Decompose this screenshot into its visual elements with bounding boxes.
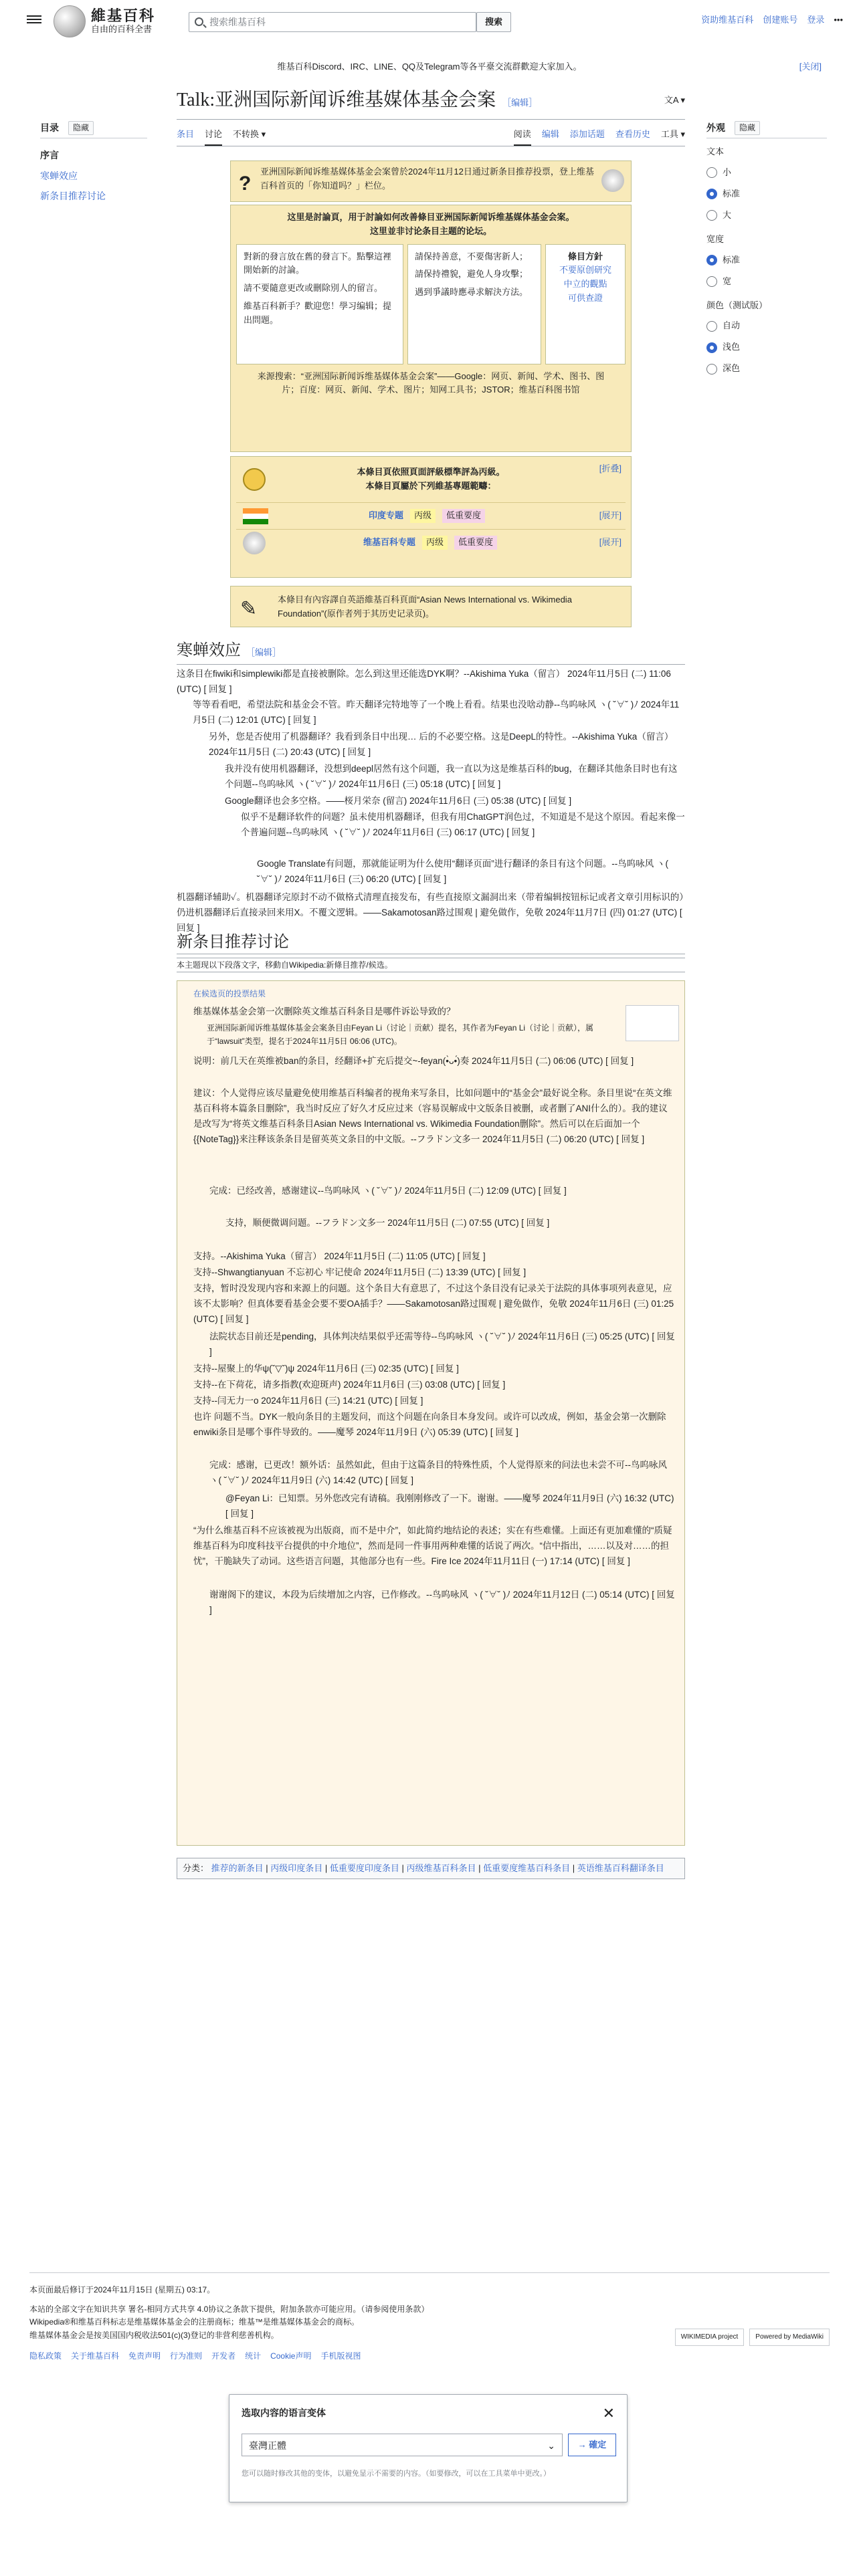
language-icon[interactable]: 文A ▾ [664,95,685,105]
create-account-link[interactable]: 创建账号 [763,15,798,25]
confirm-button[interactable]: → 確定 [568,2434,616,2456]
wikimedia-badge[interactable]: WIKIMEDIA project [675,2329,745,2346]
radio-color-light[interactable]: 浅色 [706,337,827,358]
comment: 支持--闫无力一o 2024年11月6日 (三) 14:21 (UTC) [ 回复 ] [193,1396,423,1406]
india-flag-icon [243,508,268,524]
comment: 支持--Shwangtianyuan 不忘初心 牢记使命 2024年11月5日 (二) 13:39 (UTC) [ 回复 ] [193,1267,527,1277]
close-icon[interactable]: ✕ [602,2405,615,2422]
comment: Google翻译也会多空格。——桜月栄奈 (留言) 2024年11月6日 (三) 05:38 (UTC) [ 回复 ] [225,796,572,806]
footer-link[interactable]: 关于维基百科 [71,2351,120,2361]
page-footer: 本页面最后修订于2024年11月15日 (星期五) 03:17。 本站的全部文字在知识共享 署名-相同方式共享 4.0协议之条款下提供，附加条款亦可能应用。（请参阅使用条款） Wikipedia®和维基百科标志是维基媒体基金会的注册商标；维基™是维基媒体基金会的商标。 维基媒体基金会是按美国国内税收法501(c)(3)登记的非营利慈善机构。 隐私政策 关于维基百科 免责声明 行为准则 开发者 统计 Cookie声明 手机版视图 WIKIMEDIA project Powered by MediaWiki [29,2272,830,2363]
appearance-hide-button[interactable]: 隐藏 [735,121,760,135]
tab-add-topic[interactable]: 添加话题 [569,129,605,139]
comment: 说明：前几天在英维被ban的条目，经翻译+扩充后提交~-feyan(•̀ᴗ•́)奏 2024年11月5日 (二) 06:06 (UTC) [ 回复 ] [193,1056,634,1066]
comment: 支持--在下荷花，请多指教(欢迎斑声) 2024年11月6日 (三) 03:08 (UTC) [ 回复 ] [193,1380,506,1390]
search-input[interactable]: 搜索维基百科 [189,12,476,32]
comment: @Feyan Li：已知票。另外您改完有请稿。我刚刚修改了一下。谢谢。——魔琴 2024年11月9日 (六) 16:32 (UTC) [ 回复 ] [225,1493,674,1519]
category-link[interactable]: 低重要度印度条目 [329,1863,399,1873]
radio-text-small[interactable]: 小 [706,162,827,183]
comment: Google Translate有问题，那就能证明为什么使用“翻译页面”进行翻译的条目有这个问题。--鸟呜咏风 ヽ( ˘∀˘ )ﾉ 2024年11月6日 (三) 06:20 (UTC) [ 回复 ] [257,859,669,884]
login-link[interactable]: 登录 [807,15,825,25]
site-tagline: 自由的百科全書 [91,24,153,34]
appearance-panel [706,120,827,380]
last-modified: 本页面最后修订于2024年11月15日 (星期五) 03:17。 [29,2272,830,2296]
variant-select[interactable]: 臺灣正體 ⌄ [242,2434,563,2456]
tab-history[interactable]: 查看历史 [615,129,650,139]
table-of-contents [40,120,147,207]
title-edit-link[interactable]: ［编辑］ [502,98,538,108]
site-header [0,0,859,45]
comment: 另外，您是否使用了机器翻译？我看到条目中出现… 后的不必要空格。这是DeepL的特性。--Akishima Yuka（留言） 2024年11月5日 (二) 20:43 (UTC) [ 回复 ] [209,732,674,757]
color-label: 颜色（测试版） [706,300,768,310]
translate-icon: ✎ [240,598,258,620]
category-links: 分类： 推荐的新条目 | 丙级印度条目 | 低重要度印度条目 | 丙级维基百科条目 | 低重要度维基百科条目 | 英语维基百科翻译条目 [177,1858,685,1879]
talk-etiquette: 請保持善意，不要傷害新人； 請保持禮貌，避免人身攻擊； 遇到爭議時應尋求解決方法。 [407,244,541,364]
more-icon[interactable]: ••• [834,15,843,25]
moved-note: 本主题现以下段落文字，移動自Wikipedia:新條目推荐/候选。 [177,958,685,972]
translation-notice: ✎ 本條目有內容譯自英語維基百科頁面“Asian News International vs. Wikimedia Foundation”(原作者列于其历史记录页)。 [230,586,632,627]
toc-item-chilling[interactable]: 寒蝉效应 [40,170,78,181]
mediawiki-badge[interactable]: Powered by MediaWiki [749,2329,830,2346]
category-link[interactable]: 英语维基百科翻译条目 [577,1863,664,1873]
category-link[interactable]: 低重要度维基百科条目 [483,1863,571,1873]
comment: 支持，顺便微调问题。--フラドン文多一 2024年11月5日 (二) 07:55 (UTC) [ 回复 ] [225,1218,550,1228]
vote-result-link[interactable]: 在候选页的投票结果 [193,989,266,998]
comment: 等等看看吧，希望法院和基金会不管。昨天翻译完特地等了一个晚上看看。结果也没啥动静--鸟呜咏风 ヽ( ˘∀˘ )ﾉ 2024年11月5日 (二) 12:01 (UTC) [ 回复 ] [193,700,680,725]
talk-header: 这里是討論頁，用于討論如何改善條目亚洲国际新闻诉维基媒体基金会案。 这里並非讨论条目主题的论坛。 對新的發言放在舊的發言下。點擊這裡開始新的討論。 請不要隨意更改或刪除別人的留言。 維基百科新手？歡迎您！學习编辑；提出問題。 請保持善意，不要傷害新人； 請保持禮貌，避免人身攻擊； 遇到爭議時應尋求解決方法。 條目方針 不要原创研究 中立的觀點 可供查證 来源搜索：“亚洲国际新闻诉维基媒体基金会案”——Google：网页、新闻、学术、图书、图片；百度：网页、新闻、学术、图片；知网工具书；JSTOR；维基百科图书馆 [230,205,632,452]
tab-tools[interactable]: 工具 ▾ [660,129,685,139]
toc-title: 目录 [40,122,59,133]
section-chilling-heading: 寒蝉效应 ［编辑］ [177,639,685,665]
search-button[interactable]: 搜索 [476,12,511,32]
radio-color-auto[interactable]: 自动 [706,316,827,337]
donate-link[interactable]: 资助维基百科 [701,15,754,25]
comment: 支持--屋聚上的华ψ(ˇ▽ˇ)ψ 2024年11月6日 (三) 02:35 (UTC) [ 回复 ] [193,1364,459,1374]
variant-popup-title: 选取内容的语言变体 [242,2407,326,2418]
toc-item-intro[interactable]: 序言 [40,150,59,161]
toc-hide-button[interactable]: 隐藏 [68,121,94,135]
variant-popup [229,2394,628,2502]
section-edit-link[interactable]: ［编辑］ [246,647,282,657]
radio-color-dark[interactable]: 深色 [706,358,827,380]
appearance-title: 外观 [706,122,725,133]
category-link[interactable]: 丙级印度条目 [270,1863,323,1873]
comment: 支持，暂时没发现内容和来源上的问题。这个条目大有意思了，不过这个条目没有记录关于法院的具体事项列表意见，应该不太影响？但真体要看基金会要不要OA插手？——Sakamotosan路过围观 | 避免做作，免敬 2024年11月6日 (三) 01:25 (UTC) [ 回复 ] [193,1283,674,1324]
dyk-banner: ? 亚洲国际新闻诉维基媒体基金会案曾於2024年11月12日通过新条目推荐投票，登上维基百科首页的「你知道吗？」栏位。 [230,160,632,202]
c-class-icon [243,468,266,491]
chevron-down-icon: ⌄ [547,2440,555,2451]
footer-link[interactable]: 免责声明 [128,2351,161,2361]
comment: 支持。--Akishima Yuka（留言） 2024年11月5日 (二) 11:05 (UTC) [ 回复 ] [193,1251,486,1261]
comment: 法院状态目前还是pending，具体判决结果似乎还需等待--鸟呜咏风 ヽ( ˘∀˘ )ﾉ 2024年11月6日 (三) 05:25 (UTC) [ 回复 ] [209,1331,675,1357]
radio-width-wide[interactable]: 宽 [706,271,827,292]
dyk-nomination: 亚洲国际新闻诉维基媒体基金会案条目由Feyan Li（讨论｜贡献）提名，其作者为Feyan Li（讨论｜贡献），属于“lawsuit”类型，提名于2024年11月5日 06:06 (UTC)。 [207,1023,594,1046]
variant-popup-hint: 您可以随时修改其他的变体，以避免显示不需要的内容。（如要修改，可以在工具菜单中更改。） [242,2470,551,2478]
comment: 机器翻译辅助✓。机器翻译完原封不动不做格式清理直接发布，有些直接原文漏洞出来（带着编辑按钮标记或者文章引用标识的）仍进机器翻译后直接录回来用X。不覆文逻辑。——Sakamotosan路过围观 | 避免做作，免敬 2024年11月7日 (四) 01:27 (UTC) [ 回复 ] [177,892,684,933]
comment: 我并没有使用机器翻译，没想到deepl居然有这个问题，我一直以为这是维基百科的bug，在翻译其他条目时也有这个问题--鸟呜咏风 ヽ( ˘∀˘ )ﾉ 2024年11月6日 (三) 05:18 (UTC) [ 回复 ] [225,764,678,789]
tab-article[interactable]: 条目 [177,129,195,139]
tab-read[interactable]: 阅读 [514,128,531,146]
wiki-project-link[interactable]: 维基百科专题 [363,537,416,548]
menu-icon[interactable] [27,13,41,25]
comment: 完成：感谢，已更改！额外话：虽然如此，但由于这篇条目的特殊性质，个人觉得原来的问法也未尝不可--鸟呜咏风 ヽ( ˘∀˘ )ﾉ 2024年11月9日 (六) 14:42 (UTC) [ 回复 ] [209,1460,667,1485]
wikipedia-globe-icon [601,169,624,192]
wiki-expand-link[interactable]: [展开] [599,537,622,548]
page-tabs [177,128,685,146]
dyk-discussion-box [177,980,685,1846]
radio-text-standard[interactable]: 标准 [706,183,827,205]
wikipedia-globe-icon [54,5,86,37]
talk-guidelines: 對新的發言放在舊的發言下。點擊這裡開始新的討論。 請不要隨意更改或刪除別人的留言。 維基百科新手？歡迎您！學习编辑；提出問題。 [236,244,403,364]
width-label: 宽度 [706,234,725,245]
category-link[interactable]: 推荐的新条目 [211,1863,264,1873]
assessment-collapse-link[interactable]: [折叠] [599,463,622,473]
comment: 也许 问题不当。DYK一般向条目的主题发问，而这个问题在向条目本身发问。或许可以改成，例如，基金会第一次删除enwiki条目是哪个事件导致的。——魔琴 2024年11月9日 (六) 05:39 (UTC) [ 回复 ] [193,1412,666,1437]
tab-edit[interactable]: 编辑 [541,129,559,139]
footer-link[interactable]: 开发者 [211,2351,236,2361]
comment: “为什么维基百科不应该被视为出版商，而不是中介”，如此简约地结论的表述；实在有些难懂。上面还有更加难懂的“质疑维基百科为印度科技平台提供的中介地位”，然而是同一件事用两种难懂的话说了两次。“信中指出，……以及对……的担忧”，干脆缺失了动词。这些语言问题，其他部分也有一些。Fire Ice 2024年11月11日 (一) 17:14 (UTC) [ 回复 ] [193,1525,672,1566]
radio-width-standard[interactable]: 标准 [706,249,827,271]
footer-link[interactable]: 统计 [245,2351,262,2361]
footer-link[interactable]: 手机版视图 [320,2351,361,2361]
main-content [177,87,685,1873]
assessment-box: 本條目頁依照頁面評級標準評為丙級。 本條目頁屬於下列維基專題範疇： [折叠] 印度专题 丙级 低重要度 [展开] 维基百科专题 丙级 低重要度 [展开] [230,456,632,578]
radio-text-large[interactable]: 大 [706,205,827,226]
text-size-label: 文本 [706,146,725,157]
footer-link[interactable]: 行为准则 [170,2351,203,2361]
footer-link[interactable]: 隐私政策 [29,2351,62,2361]
comment: 这条目在fiwiki和simplewiki都是直接被删除。怎么到这里还能选DYK啊？--Akishima Yuka（留言） 2024年11月5日 (二) 11:06 (UTC) [ 回复 ] [177,669,671,694]
comment: 建议：个人觉得应该尽量避免使用维基百科编者的视角来写条目，比如问题中的“基金会”最好说全称。条目里说“在英文维基百科将本篇条目删除”，我当时反应了好久才反应过来（容易误解成中文版条目被删，或者删了ANI什么的）。我的建议是改写为“将英文维基百科条目Asian News International vs. Wikimedia Foundation删除”。然后可以在后面加一个{{NoteTag}}来注释该条条目是留英英文条目的中文版。--フラドン文多一 2024年11月5日 (二) 06:20 (UTC) [ 回复 ] [193,1088,672,1144]
article-policies: 條目方針 不要原创研究 中立的觀點 可供查證 [545,244,626,364]
section-dyk-heading: 新条目推荐讨论 [177,931,685,954]
category-link[interactable]: 丙级维基百科条目 [406,1863,476,1873]
article-thumbnail [626,1005,679,1041]
page-title: Talk:亚洲国际新闻诉维基媒体基金会案 ［编辑］ [177,87,685,120]
source-search: 来源搜索：“亚洲国际新闻诉维基媒体基金会案”——Google：网页、新闻、学术、图书、图片；百度：网页、新闻、学术、图片；知网工具书；JSTOR；维基百科图书馆 [257,370,605,395]
footer-link[interactable]: Cookie声明 [270,2351,312,2361]
wikipedia-globe-icon [243,532,266,554]
site-name: 維基百科 [91,7,156,25]
notice-close-link[interactable]: [关闭] [799,62,822,72]
dyk-question: 维基媒体基金会第一次删除英文维基百科条目是哪件诉讼导致的？ [193,1006,456,1016]
tab-variant[interactable]: 不转换 ▾ [233,129,266,139]
comment: 似乎不是翻译软件的问题？虽未使用机器翻译，但我有用ChatGPT润色过，不知道是不是这个原因。看起来像一个普遍问题--鸟呜咏风 ヽ( ˘∀˘ )ﾉ 2024年11月6日 (三) 06:17 (UTC) [ 回复 ] [241,812,685,837]
toc-item-dyk[interactable]: 新条目推荐讨论 [40,191,106,202]
india-project-link[interactable]: 印度专题 [369,510,404,521]
search-icon [195,17,203,26]
comment: 完成：已经改善，感谢建议--鸟呜咏风 ヽ( ˘∀˘ )ﾉ 2024年11月5日 (二) 12:09 (UTC) [ 回复 ] [209,1186,567,1196]
tab-talk[interactable]: 讨论 [205,128,222,146]
site-logo[interactable] [54,5,155,37]
question-icon: ? [239,173,252,195]
india-expand-link[interactable]: [展开] [599,510,622,521]
comment: 谢谢阁下的建议，本段为后续增加之内容，已作修改。--鸟呜咏风 ヽ( ˘∀˘ )ﾉ 2024年11月12日 (二) 05:14 (UTC) [ 回复 ] [209,1590,675,1615]
site-notice: 维基百科Discord、IRC、LINE、QQ及Telegram等各平臺交流群歡迎大家加入。 [关闭] [0,60,859,74]
